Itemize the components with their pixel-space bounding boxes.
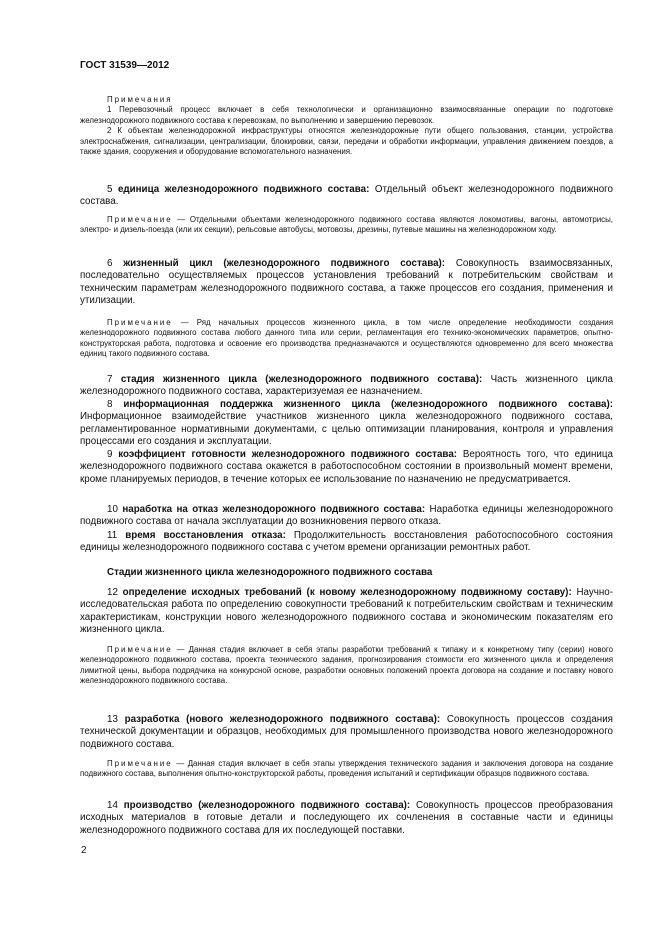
term-definition [80, 504, 613, 529]
note-text: Данная стадия включает в себя этапы разработки требований к типажу и к конкретному типу (серии) нового железнодорожного подвижного состава, проекта технического задания, прогнозирования стоимости его жизненного цикла и определения лимитной цены, выбора подрядчика на конкурсной основе, разработки основных положений проекта договора на создание и поставку нового железнодорожного подвижного состава. [80, 645, 613, 686]
term-number: 13 [107, 714, 118, 725]
section-heading: Стадии жизненного цикла железнодорожного подвижного состава [107, 567, 433, 578]
term-number: 7 [107, 374, 113, 385]
note-item: 1 Перевозочный процесс включает в себя технологически и организационно взаимосвязанные операции по подготовке железнодорожного подвижного состава к перевозкам, по выполнению и завершению перевозок. [80, 105, 613, 125]
term-definition [80, 184, 613, 209]
term-definition [80, 714, 613, 751]
note-block [80, 95, 613, 157]
term-title: единица железнодорожного подвижного состава: [117, 184, 370, 195]
term-number: 11 [107, 530, 118, 541]
term-title: производство (железнодорожного подвижного состава): [123, 800, 411, 811]
note-dash: — [172, 215, 190, 224]
term-title: коэффициент готовности железнодорожного подвижного состава: [118, 449, 458, 460]
term-definition [80, 530, 613, 555]
term-number: 14 [107, 800, 118, 811]
term-note [80, 318, 613, 360]
term-definition [80, 399, 613, 449]
term-text: Вероятность того, что единица железнодорожного подвижного состава окажется в работоспособном состоянии в произвольный момент времени, кроме планируемых периодов, в течение которых ее использование по назначению не предусматривается. [80, 449, 613, 485]
term-definition [80, 258, 613, 308]
note-text: Данная стадия включает в себя этапы утверждения технического задания и заключения договора на создание подвижного состава, выполнения опытно-конструкторской работы, проведения испытаний и сертификации образцов подвижного состава. [80, 759, 613, 779]
term-text: Продолжительность восстановления работоспособного состояния единицы железнодорожного подвижного состава с учетом времени организации ремонтных работ. [80, 530, 613, 554]
term-title: время восстановления отказа: [125, 530, 286, 541]
note-text: Отдельными объектами железнодорожного подвижного состава являются локомотивы, вагоны, автомотрисы, электро- и дизель-поезда (или их секции), рельсовые автобусы, мотовозы, дрезины, путевые машины на железнодорожном ходу. [80, 215, 613, 235]
term-number: 10 [107, 504, 118, 515]
term-title: наработка на отказ железнодорожного подвижного состава: [122, 504, 426, 515]
note-label: Примечание [107, 215, 173, 224]
term-definition [80, 800, 613, 837]
term-definition [80, 587, 613, 637]
term-number: 12 [107, 587, 118, 598]
term-text: Наработка единицы железнодорожного подвижного состава от начала эксплуатации до возникновения первого отказа. [80, 504, 613, 528]
note-label: Примечания [107, 95, 173, 104]
term-number: 8 [107, 399, 113, 410]
term-text: Отдельный объект железнодорожного подвижного состава. [80, 184, 613, 208]
note-label: Примечание [107, 318, 173, 327]
term-note [80, 215, 613, 236]
note-item: 2 К объектам железнодорожной инфраструктуры относятся железнодорожные пути общего пользования, станции, устройства электроснабжения, сигнализации, централизации, блокировки, связи, передачи и обработки информации, управления движением поездов, а также здания, сооружения и оборудование вспомогательного назначения. [80, 126, 613, 157]
document-header: ГОСТ 31539—2012 [80, 60, 170, 71]
term-title: разработка (нового железнодорожного подвижного состава): [124, 714, 441, 725]
note-dash: — [172, 759, 188, 768]
term-title: определение исходных требований (к новому железнодорожному подвижному составу): [122, 587, 572, 598]
term-definition [80, 374, 613, 399]
term-number: 5 [107, 184, 113, 195]
term-text: Совокупность взаимосвязанных, последовательно осуществляемых процессов установления требований к потребительским свойствам и техническим параметрам железнодорожного подвижного состава, а также процессов его создания, применения и утилизации. [80, 258, 613, 307]
term-number: 9 [107, 449, 113, 460]
term-text: Информационное взаимодействие участников жизненного цикла железнодорожного подвижного состава, регламентированное нормативными документами, с целью оптимизации планирования, контроля и управления процессами его создания и эксплуатации. [80, 411, 613, 448]
page-number: 2 [81, 845, 87, 856]
note-label: Примечание [107, 759, 173, 768]
term-text: Совокупность процессов создания технической документации и образцов, необходимых для промышленного производства нового железнодорожного подвижного состава. [80, 714, 613, 750]
term-title: информационная поддержка жизненного цикла (железнодорожного подвижного состава): [123, 399, 613, 410]
term-number: 6 [107, 258, 113, 269]
term-note [80, 759, 613, 780]
term-text: Научно-исследовательская работа по определению совокупности требований к потребительским свойствам и техническим характеристикам, конструкции нового железнодорожного подвижного состава и экономическим показателям его жизненного цикла. [80, 587, 613, 636]
term-note [80, 645, 613, 687]
term-definition [80, 449, 613, 486]
term-text: Совокупность процессов преобразования исходных материалов в готовые детали и последующего их сочленения в составные части и единицы железнодорожного подвижного состава для их последующей поставки. [80, 800, 613, 836]
note-text: Ряд начальных процессов жизненного цикла, в том числе определение необходимости создания железнодорожного подвижного состава любого данного типа или серии, регламентация его технико-экономических параметров, опытно-конструкторская работа, подготовка и освоение его производства предназначаются и осуществляются одновременно для всего множества единиц такого подвижного состава. [80, 318, 613, 359]
note-dash: — [172, 645, 189, 654]
note-label: Примечание [107, 645, 173, 654]
term-title: стадия жизненного цикла (железнодорожного подвижного состава): [120, 374, 483, 385]
term-text: Часть жизненного цикла железнодорожного подвижного состава, характеризуемая ее назначением. [80, 374, 613, 398]
term-title: жизненный цикл (железнодорожного подвижного состава): [123, 258, 446, 269]
note-dash: — [172, 318, 197, 327]
